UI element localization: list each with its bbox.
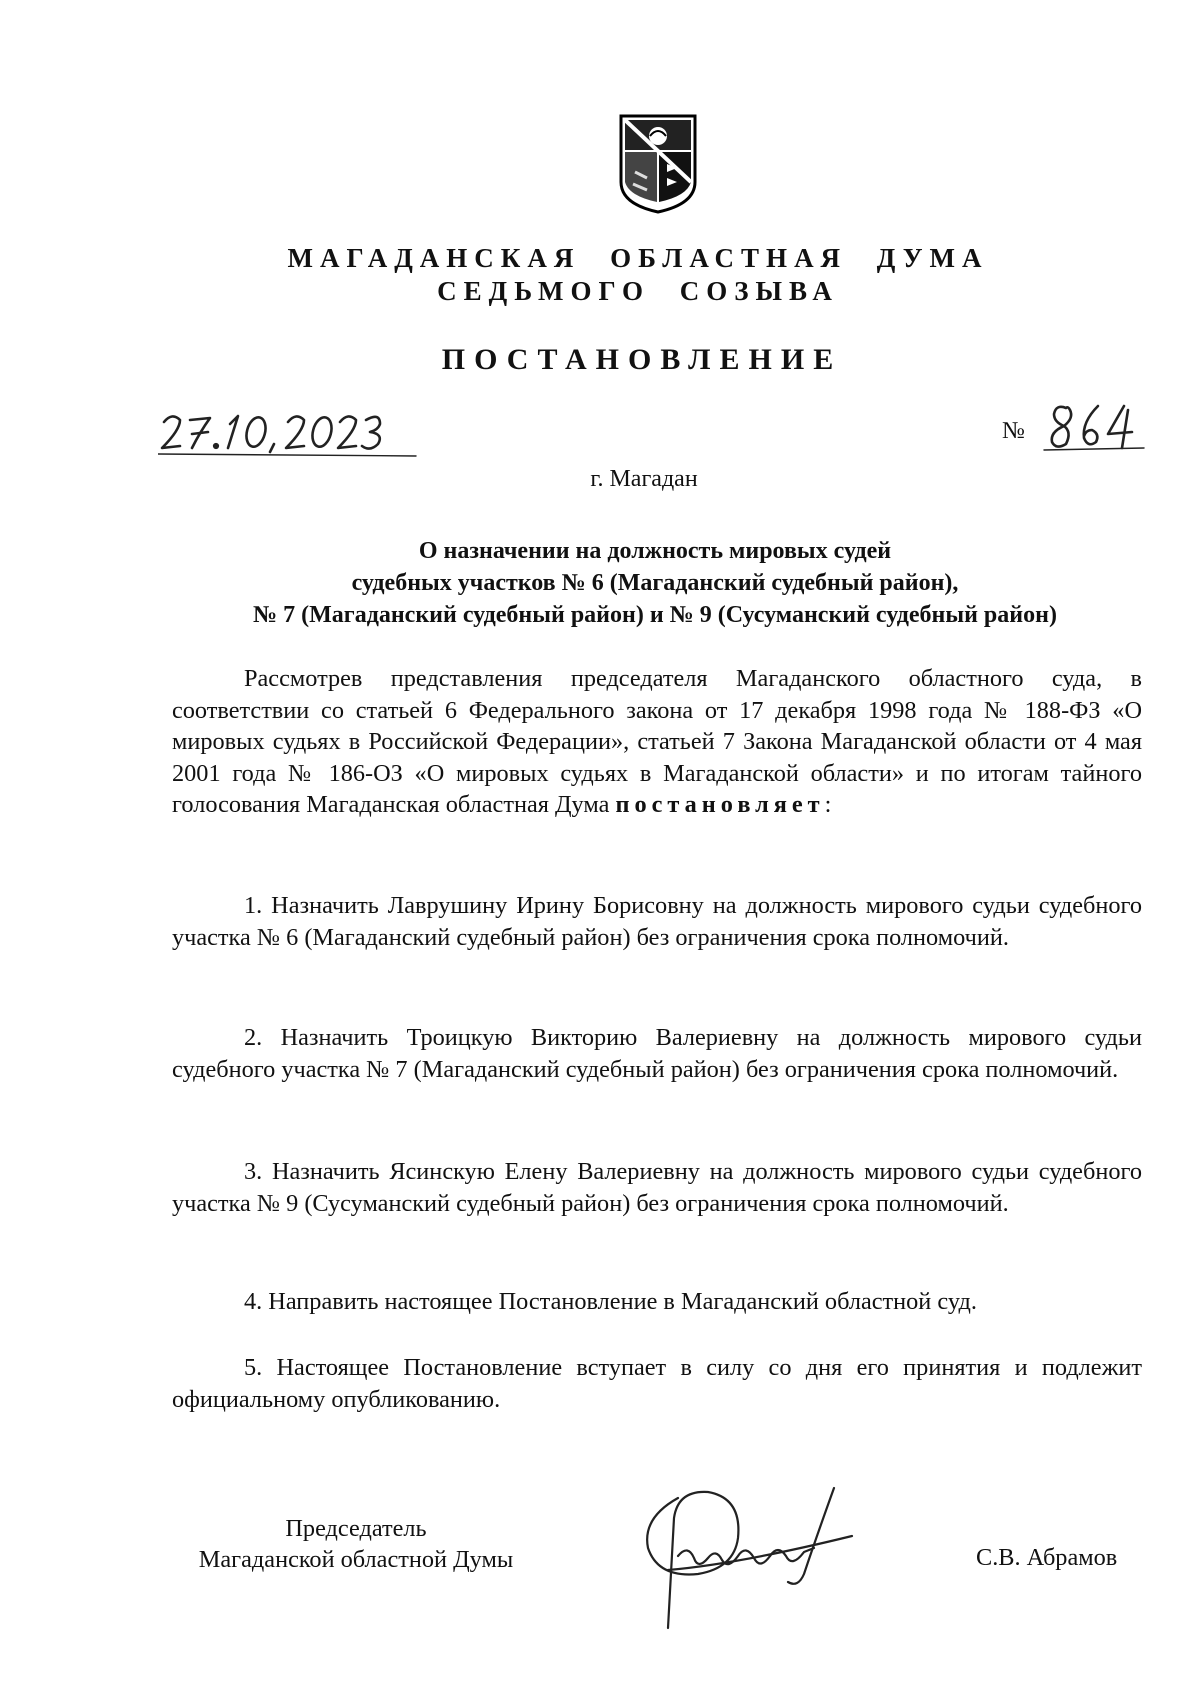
handwritten-number [1036,400,1146,458]
resolution-title [160,535,1150,631]
number-sign: № [1002,418,1025,444]
preamble-text: Рассмотрев представления председателя Магаданского областного суда, в соответствии со статьей 6 Федерального закона от 17 декабря 1998 года № 188-ФЗ «О мировых судьях в Российской Федерации», статьей 7 Закона Магаданской области от 4 мая 2001 года № 186-ОЗ «О мировых судьях в Магаданской области» и по итогам тайного голосования Магаданская областная Дума [172,665,1142,818]
handwritten-signature [638,1478,858,1633]
signatory-position [166,1513,546,1575]
resolution-item: 4. Направить настоящее Постановление в Магаданский областной суд. [244,1288,977,1315]
title-line: № 7 (Магаданский судебный район) и № 9 (Сусуманский судебный район) [253,602,1057,628]
decree-keyword: постановляет [615,791,825,818]
title-line: судебных участков № 6 (Магаданский судебный район), [351,570,959,596]
position-line: Председатель [285,1515,427,1542]
handwritten-date [158,410,420,460]
city: г. Магадан [590,466,698,492]
resolution-item: 3. Назначить Ясинскую Елену Валериевну на должность мирового судьи судебного участка № 9 (Сусуманский судебный район) без ограничения срока полномочий. [172,1158,1142,1217]
position-line: Магаданской областной Думы [198,1546,514,1573]
resolution-item: 1. Назначить Лаврушину Ирину Борисовну на должность мирового судьи судебного участка № 6 (Магаданский судебный район) без ограничения срока полномочий. [172,892,1142,951]
preamble-colon: : [824,791,832,818]
preamble [172,663,1142,821]
coat-of-arms-icon [617,112,699,214]
resolution-item: 2. Назначить Троицкую Викторию Валериевну на должность мирового судьи судебного участка № 7 (Магаданский судебный район) без ограничения срока полномочий. [172,1024,1142,1083]
resolution-item: 5. Настоящее Постановление вступает в силу со дня его принятия и подлежит официальному опубликованию. [172,1354,1142,1413]
organization-name: МАГАДАНСКАЯ ОБЛАСТНАЯ ДУМА [287,243,989,273]
title-line: О назначении на должность мировых судей [418,538,892,564]
signatory-name: С.В. Абрамов [976,1544,1118,1571]
document-type: ПОСТАНОВЛЕНИЕ [441,343,843,376]
convocation: СЕДЬМОГО СОЗЫВА [437,276,839,306]
